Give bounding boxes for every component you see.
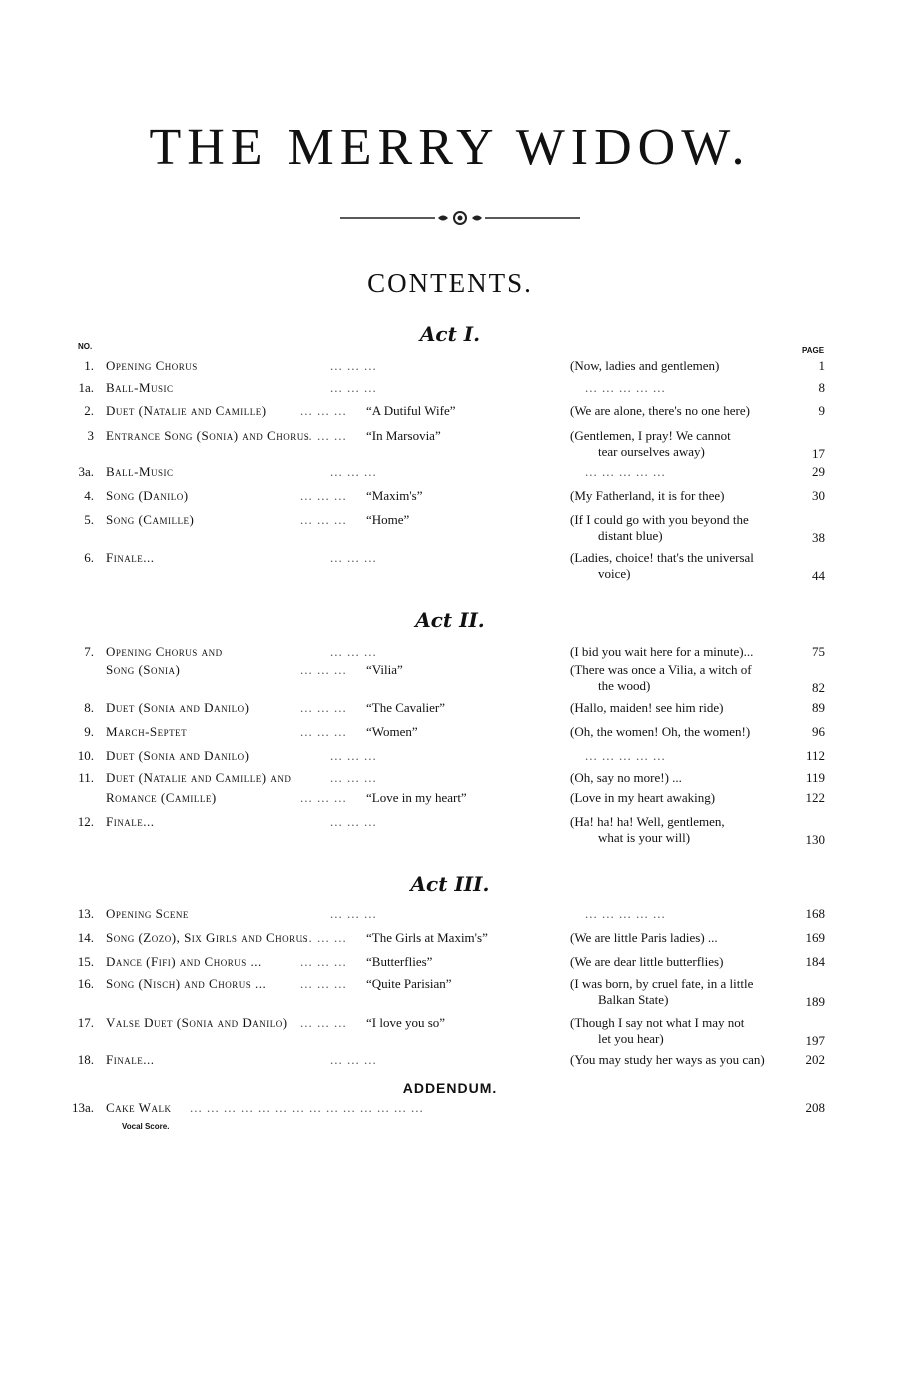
leader-dots: ... ... ... [300, 724, 347, 739]
entry-quote-title: “In Marsovia” [366, 428, 441, 443]
contents-entry [0, 428, 900, 468]
leader-dots: ... ... ... [330, 814, 377, 829]
entry-first-line: (I bid you wait here for a minute)... [570, 644, 754, 659]
entry-title: Opening Chorus and [106, 644, 223, 659]
entry-first-line: (We are little Paris ladies) ... [570, 930, 718, 945]
leader-dots: ... ... ... [300, 976, 347, 991]
act-heading: Act III. [410, 872, 490, 896]
leader-dots: ... ... ... [300, 488, 347, 503]
entry-title: Dance (Fifi) and Chorus ... [106, 954, 262, 969]
entry-number: 9. [84, 724, 94, 739]
entry-number: 4. [84, 488, 94, 503]
entry-page-number: 96 [812, 724, 825, 739]
entry-quote-title: “Love in my heart” [366, 790, 467, 805]
entry-title: Entrance Song (Sonia) and Chorus [106, 428, 310, 443]
entry-page-number: 17 [812, 446, 825, 461]
entry-title: Opening Scene [106, 906, 189, 921]
entry-title: Finale... [106, 550, 155, 565]
entry-first-line: (Oh, the women! Oh, the women!) [570, 724, 751, 739]
entry-page-number: 75 [812, 644, 825, 659]
leader-dots: ... ... ... [300, 790, 347, 805]
entry-first-line-continued: voice) [598, 566, 631, 581]
entry-page-number: 44 [812, 568, 825, 583]
entry-page-number: 202 [805, 1052, 825, 1067]
entry-title: Ball-Music [106, 380, 174, 395]
entry-page-number: 1 [818, 358, 825, 373]
entry-first-line: (Though I say not what I may not [570, 1015, 745, 1030]
act-heading: Act II. [415, 608, 485, 632]
entry-number: 18. [77, 1052, 94, 1067]
entry-title: Finale... [106, 1052, 155, 1067]
entry-title: Duet (Natalie and Camille) and [106, 770, 292, 785]
leader-dots: ... ... ... [300, 403, 347, 418]
entry-number: 1. [84, 358, 94, 373]
addendum-entry [0, 1100, 900, 1120]
entry-title: Duet (Sonia and Danilo) [106, 748, 250, 763]
entry-number: 15. [77, 954, 94, 969]
entry-page-number: 208 [805, 1100, 825, 1115]
entry-title: Song (Danilo) [106, 488, 189, 503]
entry-title: Cake Walk [106, 1100, 172, 1115]
leader-dots: ... ... ... [300, 1015, 347, 1030]
column-page-header: PAGE [802, 346, 825, 355]
entry-number: 13a. [71, 1100, 94, 1115]
leader-dots: ... ... ... ... ... [585, 380, 666, 395]
contents-entry [0, 512, 900, 552]
leader-dots: ... ... ... ... ... [585, 748, 666, 763]
contents-entry [0, 550, 900, 590]
leader-dots: ... ... ... ... ... [585, 906, 666, 921]
entry-first-line-continued: let you hear) [598, 1031, 664, 1046]
leader-dots: ... ... ... [300, 428, 347, 443]
entry-first-line: (Now, ladies and gentlemen) [570, 358, 720, 373]
leader-dots: ... ... ... [300, 700, 347, 715]
entry-quote-title: “Women” [366, 724, 418, 739]
contents-entry [0, 1015, 900, 1055]
entry-page-number: 38 [812, 530, 825, 545]
entry-first-line-continued: Balkan State) [598, 992, 669, 1007]
entry-number: 6. [84, 550, 94, 565]
leader-dots: ... ... ... [330, 1052, 377, 1067]
entry-title: Finale... [106, 814, 155, 829]
entry-page-number: 169 [805, 930, 825, 945]
page-title: THE MERRY WIDOW. [149, 119, 751, 176]
entry-first-line: (We are alone, there's no one here) [570, 403, 750, 418]
contents-entry [0, 814, 900, 854]
leader-dots: ... ... ... [330, 358, 377, 373]
entry-first-line: (Gentlemen, I pray! We cannot [570, 428, 731, 443]
entry-quote-title: “I love you so” [366, 1015, 446, 1030]
entry-quote-title: “The Girls at Maxim's” [366, 930, 488, 945]
entry-title: Song (Nisch) and Chorus ... [106, 976, 267, 991]
entry-number: 3 [87, 428, 94, 443]
entry-first-line-continued: what is your will) [598, 830, 691, 845]
entry-page-number: 184 [805, 954, 825, 969]
entry-number: 14. [77, 930, 94, 945]
entry-quote-title: “Maxim's” [366, 488, 423, 503]
entry-number: 1a. [78, 380, 94, 395]
entry-title: Romance (Camille) [106, 790, 217, 805]
entry-page-number: 122 [805, 790, 825, 805]
leader-dots: ... ... ... ... ... [585, 464, 666, 479]
entry-page-number: 82 [812, 680, 825, 695]
entry-first-line: (Ha! ha! ha! Well, gentlemen, [570, 814, 725, 829]
leader-dots: ... ... ... ... ... ... ... ... ... ... ... ... ... ... [190, 1100, 424, 1115]
entry-page-number: 168 [805, 906, 825, 921]
entry-title: Song (Zozo), Six Girls and Chorus [106, 930, 309, 945]
entry-first-line: (We are dear little butterflies) [570, 954, 724, 969]
leader-dots: ... ... ... [330, 906, 377, 921]
entry-number: 10. [77, 748, 94, 763]
entry-number: 11. [78, 770, 94, 785]
entry-quote-title: “The Cavalier” [366, 700, 446, 715]
leader-dots: ... ... ... [300, 954, 347, 969]
entry-quote-title: “Butterflies” [366, 954, 433, 969]
entry-number: 5. [84, 512, 94, 527]
entry-first-line: (If I could go with you beyond the [570, 512, 749, 527]
contents-heading: CONTENTS. [367, 268, 533, 298]
leader-dots: ... ... ... [300, 930, 347, 945]
entry-first-line-continued: distant blue) [598, 528, 663, 543]
entry-quote-title: “Vilia” [366, 662, 403, 677]
entry-page-number: 112 [805, 748, 825, 763]
entry-number: 3a. [78, 464, 94, 479]
leader-dots: ... ... ... [330, 380, 377, 395]
entry-first-line-continued: tear ourselves away) [598, 444, 705, 459]
entry-title: Song (Camille) [106, 512, 195, 527]
entry-number: 12. [77, 814, 94, 829]
entry-quote-title: “Home” [366, 512, 410, 527]
entry-first-line: (Love in my heart awaking) [570, 790, 716, 805]
leader-dots: ... ... ... [330, 748, 377, 763]
entry-first-line: (Oh, say no more!) ... [570, 770, 682, 785]
entry-number: 7. [84, 644, 94, 659]
ornament-divider-icon [340, 208, 580, 228]
entry-page-number: 8 [818, 380, 825, 395]
entry-page-number: 29 [812, 464, 825, 479]
leader-dots: ... ... ... [330, 550, 377, 565]
footer-note: Vocal Score. [122, 1122, 170, 1131]
leader-dots: ... ... ... [330, 464, 377, 479]
entry-page-number: 130 [805, 832, 825, 847]
leader-dots: ... ... ... [300, 512, 347, 527]
entry-quote-title: “A Dutiful Wife” [366, 403, 456, 418]
entry-title: Opening Chorus [106, 358, 198, 373]
entry-page-number: 197 [805, 1033, 825, 1048]
entry-title: Ball-Music [106, 464, 174, 479]
addendum-heading: ADDENDUM. [402, 1080, 498, 1096]
entry-first-line: (Ladies, choice! that's the universal [570, 550, 754, 565]
entry-page-number: 9 [818, 403, 825, 418]
entry-number: 13. [77, 906, 94, 921]
entry-title: Duet (Sonia and Danilo) [106, 700, 250, 715]
entry-page-number: 89 [812, 700, 825, 715]
entry-number: 2. [84, 403, 94, 418]
entry-title: March-Septet [106, 724, 188, 739]
entry-number: 17. [77, 1015, 94, 1030]
leader-dots: ... ... ... [330, 770, 377, 785]
entry-first-line-continued: the wood) [598, 678, 651, 693]
entry-number: 16. [77, 976, 94, 991]
entry-page-number: 119 [805, 770, 825, 785]
act-heading: Act I. [419, 322, 481, 346]
entry-first-line: (There was once a Vilia, a witch of [570, 662, 752, 677]
entry-first-line: (I was born, by cruel fate, in a little [570, 976, 754, 991]
contents-entry [0, 662, 900, 702]
entry-first-line: (You may study her ways as you can) [570, 1052, 765, 1067]
leader-dots: ... ... ... [300, 662, 347, 677]
leader-dots: ... ... ... [330, 644, 377, 659]
entry-title: Valse Duet (Sonia and Danilo) [106, 1015, 288, 1030]
entry-page-number: 30 [812, 488, 825, 503]
entry-page-number: 189 [805, 994, 825, 1009]
entry-first-line: (Hallo, maiden! see him ride) [570, 700, 724, 715]
column-number-header: NO. [78, 342, 93, 351]
entry-number: 8. [84, 700, 94, 715]
contents-entry [0, 976, 900, 1016]
entry-title: Song (Sonia) [106, 662, 181, 677]
entry-first-line: (My Fatherland, it is for thee) [570, 488, 725, 503]
entry-title: Duet (Natalie and Camille) [106, 403, 267, 418]
entry-quote-title: “Quite Parisian” [366, 976, 452, 991]
